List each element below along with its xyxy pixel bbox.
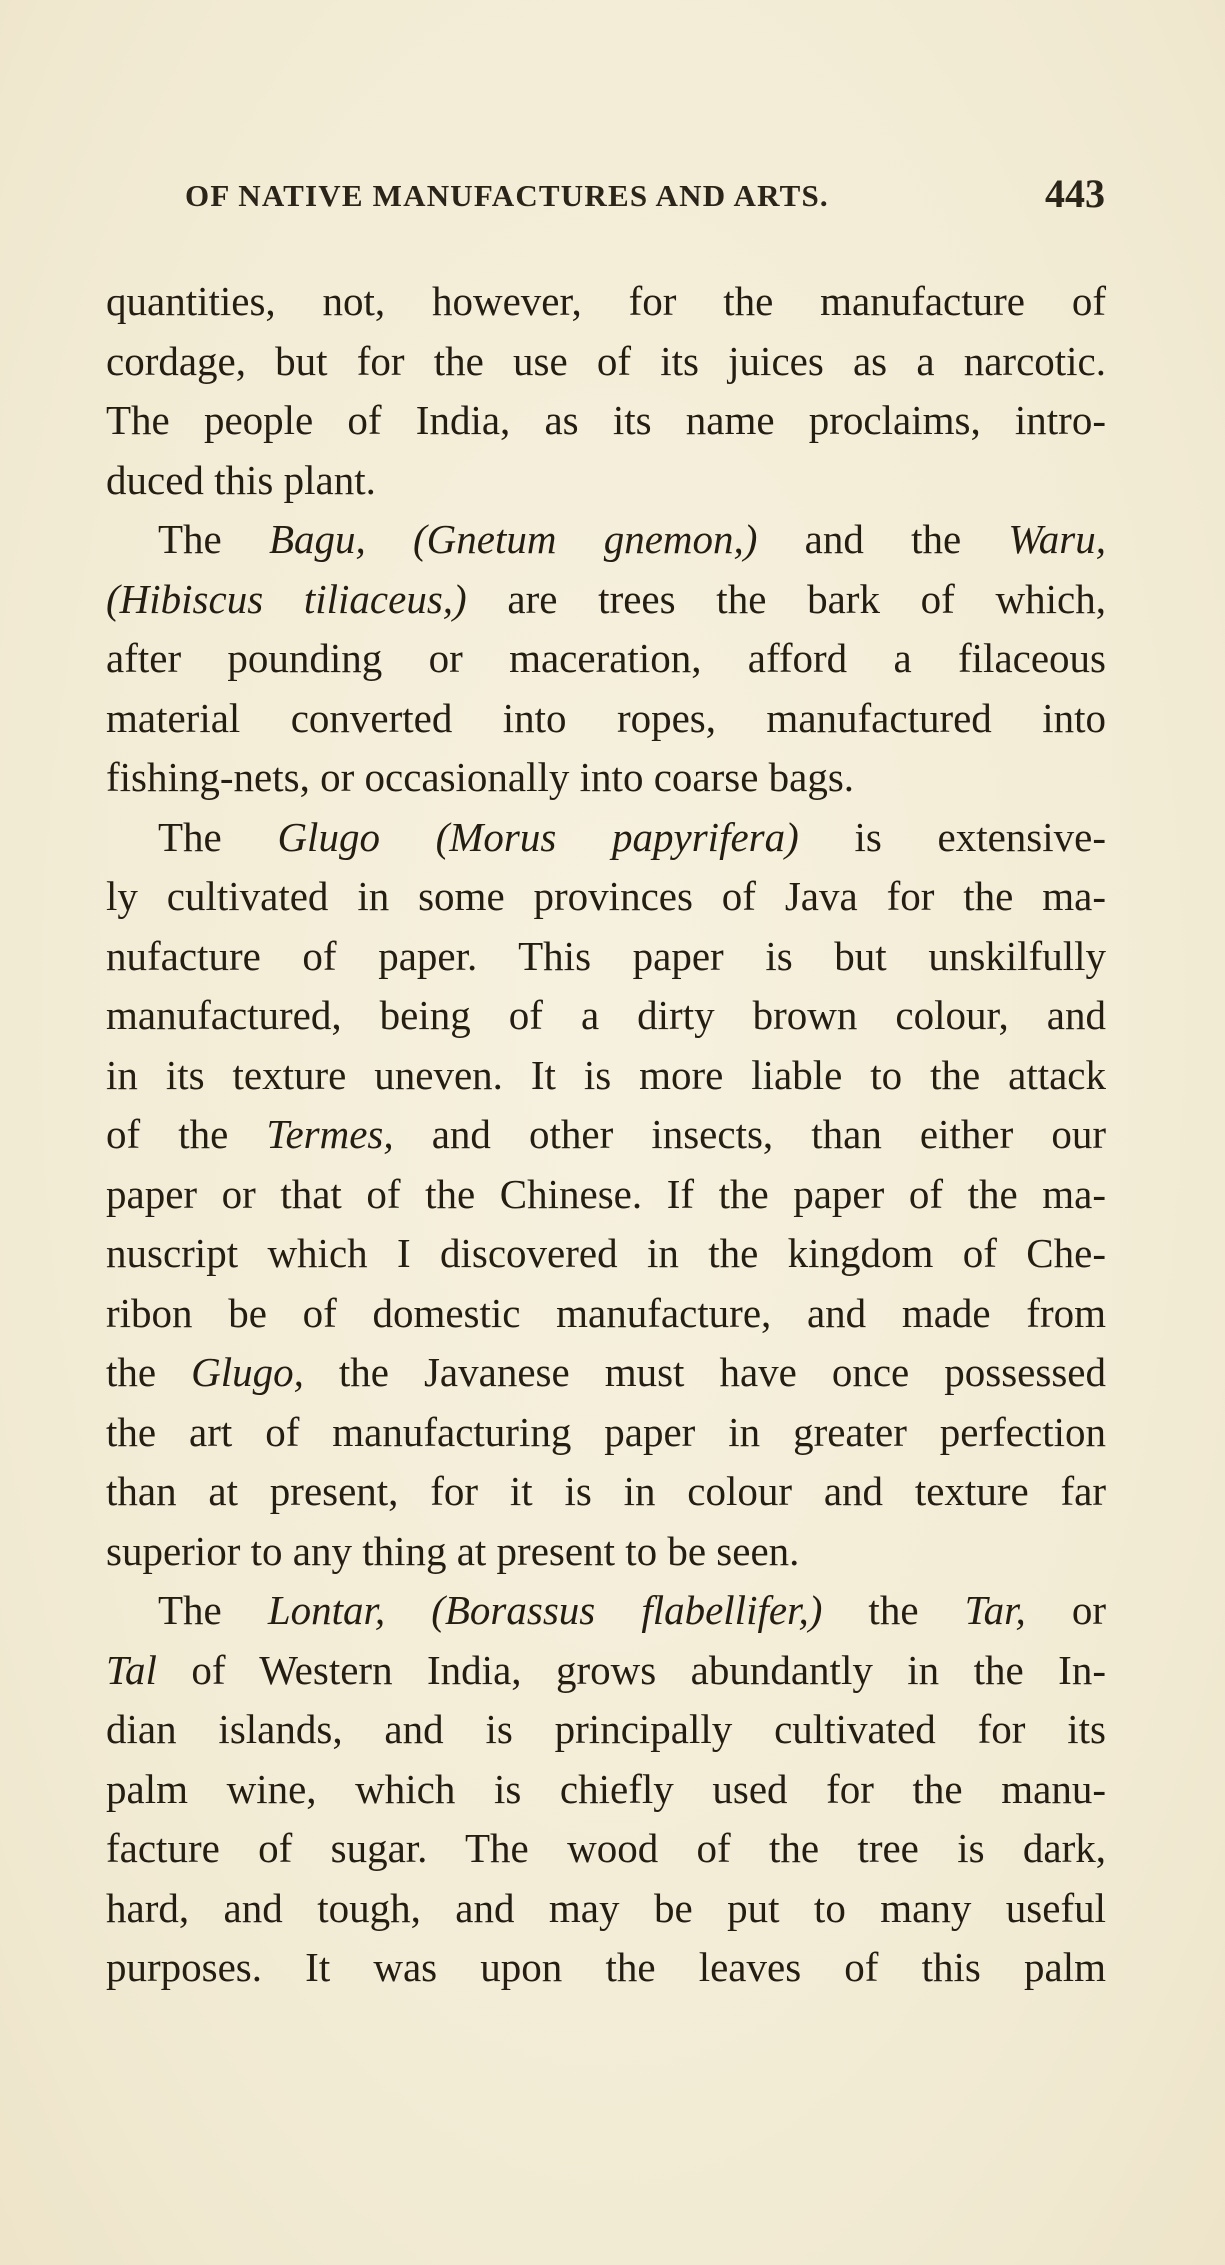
text-line: paper or that of the Chinese. If the paper of the ma- — [106, 1170, 1106, 1217]
text-line: superior to any thing at present to be seen. — [106, 1527, 800, 1574]
text-line: ly cultivated in some provinces of Java for the ma- — [106, 873, 1106, 919]
italic-term: Termes, — [266, 1111, 394, 1157]
text-line: The Glugo (Morus papyrifera) is extensive- — [158, 813, 1106, 860]
text-line: ribon be of domestic manufacture, and made from — [106, 1289, 1106, 1336]
text-line: The Bagu, (Gnetum gnemon,) and the Waru, — [158, 516, 1107, 562]
italic-term: (Morus papyrifera) — [435, 813, 799, 860]
text-line: manufactured, being of a dirty brown colour, and — [106, 992, 1106, 1038]
italic-term: Tar, — [964, 1587, 1026, 1633]
text-line: (Hibiscus tiliaceus,) are trees the bark of which, — [106, 575, 1106, 622]
text-line: quantities, not, however, for the manufacture of — [106, 278, 1106, 324]
text-line: in its texture uneven. It is more liable to the attack — [106, 1051, 1106, 1098]
running-title: OF NATIVE MANUFACTURES AND ARTS. — [185, 178, 829, 213]
italic-term: Lontar, — [267, 1587, 386, 1633]
text-line: nufacture of paper. This paper is but unskilfully — [106, 932, 1106, 979]
text-line: the Glugo, the Javanese must have once possessed — [106, 1349, 1106, 1395]
text-line: than at present, for it is in colour and texture far — [106, 1468, 1106, 1514]
text-line: palm wine, which is chiefly used for the manu- — [106, 1765, 1106, 1812]
text-line: Tal of Western India, grows abundantly in the In- — [106, 1646, 1106, 1693]
text-line: purposes. It was upon the leaves of this palm — [106, 1944, 1106, 1990]
text-line: material converted into ropes, manufactured into — [106, 694, 1106, 741]
italic-term: (Borassus flabellifer,) — [431, 1587, 823, 1633]
italic-term: Bagu, — [268, 516, 366, 562]
text-line: The people of India, as its name proclaims, intro- — [106, 397, 1106, 443]
text-line: after pounding or maceration, afford a filaceous — [106, 635, 1106, 681]
text-line: the art of manufacturing paper in greater perfection — [106, 1408, 1106, 1455]
text-line: nuscript which I discovered in the kingdom of Che- — [106, 1230, 1106, 1276]
italic-term: (Gnetum gnemon,) — [413, 516, 758, 562]
text-line: The Lontar, (Borassus flabellifer,) the Tar, or — [158, 1587, 1107, 1633]
text-line: duced this plant. — [106, 456, 376, 503]
italic-term: Glugo, — [191, 1349, 304, 1395]
body-text — [106, 272, 1106, 1998]
italic-term: Glugo — [277, 813, 380, 860]
page-number: 443 — [1045, 171, 1105, 216]
text-line: of the Termes, and other insects, than either our — [106, 1111, 1106, 1157]
running-head — [185, 170, 1105, 220]
text-line: fishing-nets, or occasionally into coarse bags. — [106, 754, 855, 800]
text-line: facture of sugar. The wood of the tree is dark, — [106, 1825, 1106, 1871]
text-line: cordage, but for the use of its juices as a narcotic. — [106, 337, 1106, 384]
text-line: hard, and tough, and may be put to many useful — [106, 1884, 1106, 1931]
italic-term: (Hibiscus tiliaceus,) — [106, 575, 467, 622]
italic-term: Waru, — [1008, 516, 1107, 562]
italic-term: Tal — [106, 1646, 157, 1693]
text-line: dian islands, and is principally cultivated for its — [106, 1706, 1106, 1752]
